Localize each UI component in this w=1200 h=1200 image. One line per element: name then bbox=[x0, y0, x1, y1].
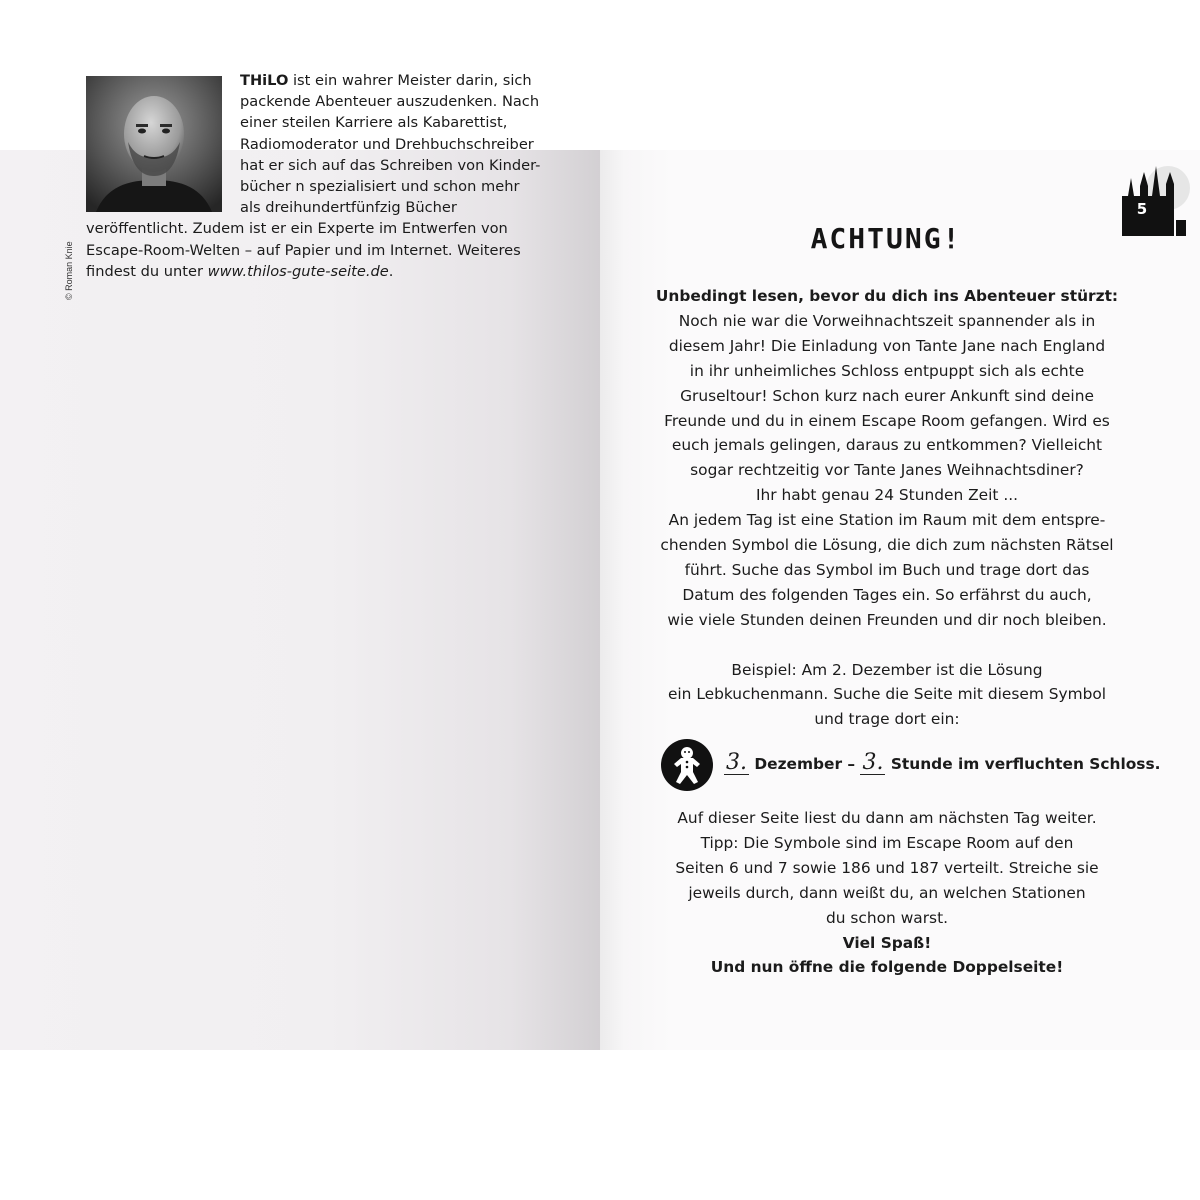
text-line: diesem Jahr! Die Einladung von Tante Jane nach England bbox=[668, 336, 1106, 355]
tail-line: jeweils durch, dann weißt du, an welchen Stationen bbox=[688, 883, 1086, 902]
tail-line: Auf dieser Seite liest du dann am nächsten Tag weiter. bbox=[677, 809, 1097, 827]
hour-label: Stunde im verfluchten Schloss. bbox=[890, 755, 1161, 773]
gingerbread-man-icon bbox=[660, 738, 714, 792]
left-page bbox=[0, 150, 600, 1050]
text-line: wie viele Stunden deinen Freunden und dir noch bleiben. bbox=[667, 610, 1107, 629]
bio-photo-spacer bbox=[86, 70, 222, 210]
paragraph-gap bbox=[640, 633, 1134, 658]
author-bio bbox=[86, 70, 541, 282]
text-line: führt. Suche das Symbol im Buch und trage dort das bbox=[684, 560, 1090, 579]
intro-line: Unbedingt lesen, bevor du dich ins Abenteuer stürzt: bbox=[655, 287, 1119, 305]
tail-line: du schon warst. bbox=[825, 908, 948, 927]
example-text bbox=[724, 752, 1160, 775]
text-line: Datum des folgenden Tages ein. So erfährst du auch, bbox=[682, 585, 1092, 604]
closing-line: Und nun öffne die folgende Doppelseite! bbox=[710, 958, 1064, 977]
text-line: in ihr unheimliches Schloss entpuppt sich als echte bbox=[689, 361, 1085, 380]
day-value: 3. bbox=[726, 750, 747, 775]
tail-line: Seiten 6 und 7 sowie 186 und 187 verteilt. Streiche sie bbox=[675, 858, 1099, 877]
text-line: An jedem Tag ist eine Station im Raum mit dem entspre- bbox=[668, 511, 1106, 530]
tail-line: Tipp: Die Symbole sind im Escape Room auf den bbox=[700, 833, 1074, 852]
bio-text: ist ein wahrer Meister darin, sich packende Abenteuer auszudenken. Nach einer steilen Karriere als Kabarettist, Radiomoderator und Drehbuchschreiber hat er sich auf das Schreiben von Kinder-bücher n spezialisiert und schon mehr als dreihundertfünfzig Bücher veröffentlicht. Zudem ist er ein Experte im Entwerfen von Escape-Room-Welten – auf Papier und im Internet. Weiteres findest du unter bbox=[86, 72, 541, 280]
page-title: ACHTUNG! bbox=[810, 222, 962, 255]
text-line: Gruseltour! Schon kurz nach eurer Ankunft sind deine bbox=[680, 386, 1094, 405]
text-line: Noch nie war die Vorweihnachtszeit spannender als in bbox=[678, 311, 1096, 330]
day-label: Dezember – bbox=[754, 755, 856, 773]
text-line: Ihr habt genau 24 Stunden Zeit ... bbox=[755, 486, 1019, 505]
author-name: THiLO bbox=[240, 72, 289, 89]
text-line: chenden Symbol die Lösung, die dich zum nächsten Rätsel bbox=[660, 536, 1114, 555]
example-line: ein Lebkuchenmann. Suche die Seite mit diesem Symbol bbox=[667, 685, 1107, 704]
closing-text bbox=[640, 806, 1134, 980]
text-line: sogar rechtzeitig vor Tante Janes Weihnachtsdiner? bbox=[690, 461, 1084, 480]
example-line: Beispiel: Am 2. Dezember ist die Lösung bbox=[731, 660, 1043, 679]
example-entry bbox=[660, 738, 1161, 794]
instructions-text bbox=[640, 284, 1134, 732]
closing-line: Viel Spaß! bbox=[842, 933, 932, 952]
bio-end: . bbox=[388, 262, 394, 280]
photo-credit: © Roman Knie bbox=[64, 241, 74, 300]
page-number: 5 bbox=[1136, 200, 1148, 218]
text-line: euch jemals gelingen, daraus zu entkommen? Vielleicht bbox=[671, 436, 1103, 455]
example-line: und trage dort ein: bbox=[814, 710, 960, 729]
text-line: Freunde und du in einem Escape Room gefangen. Wird es bbox=[664, 411, 1110, 430]
hour-value: 3. bbox=[862, 750, 884, 775]
author-website: www.thilos-gute-seite.de bbox=[207, 262, 389, 280]
